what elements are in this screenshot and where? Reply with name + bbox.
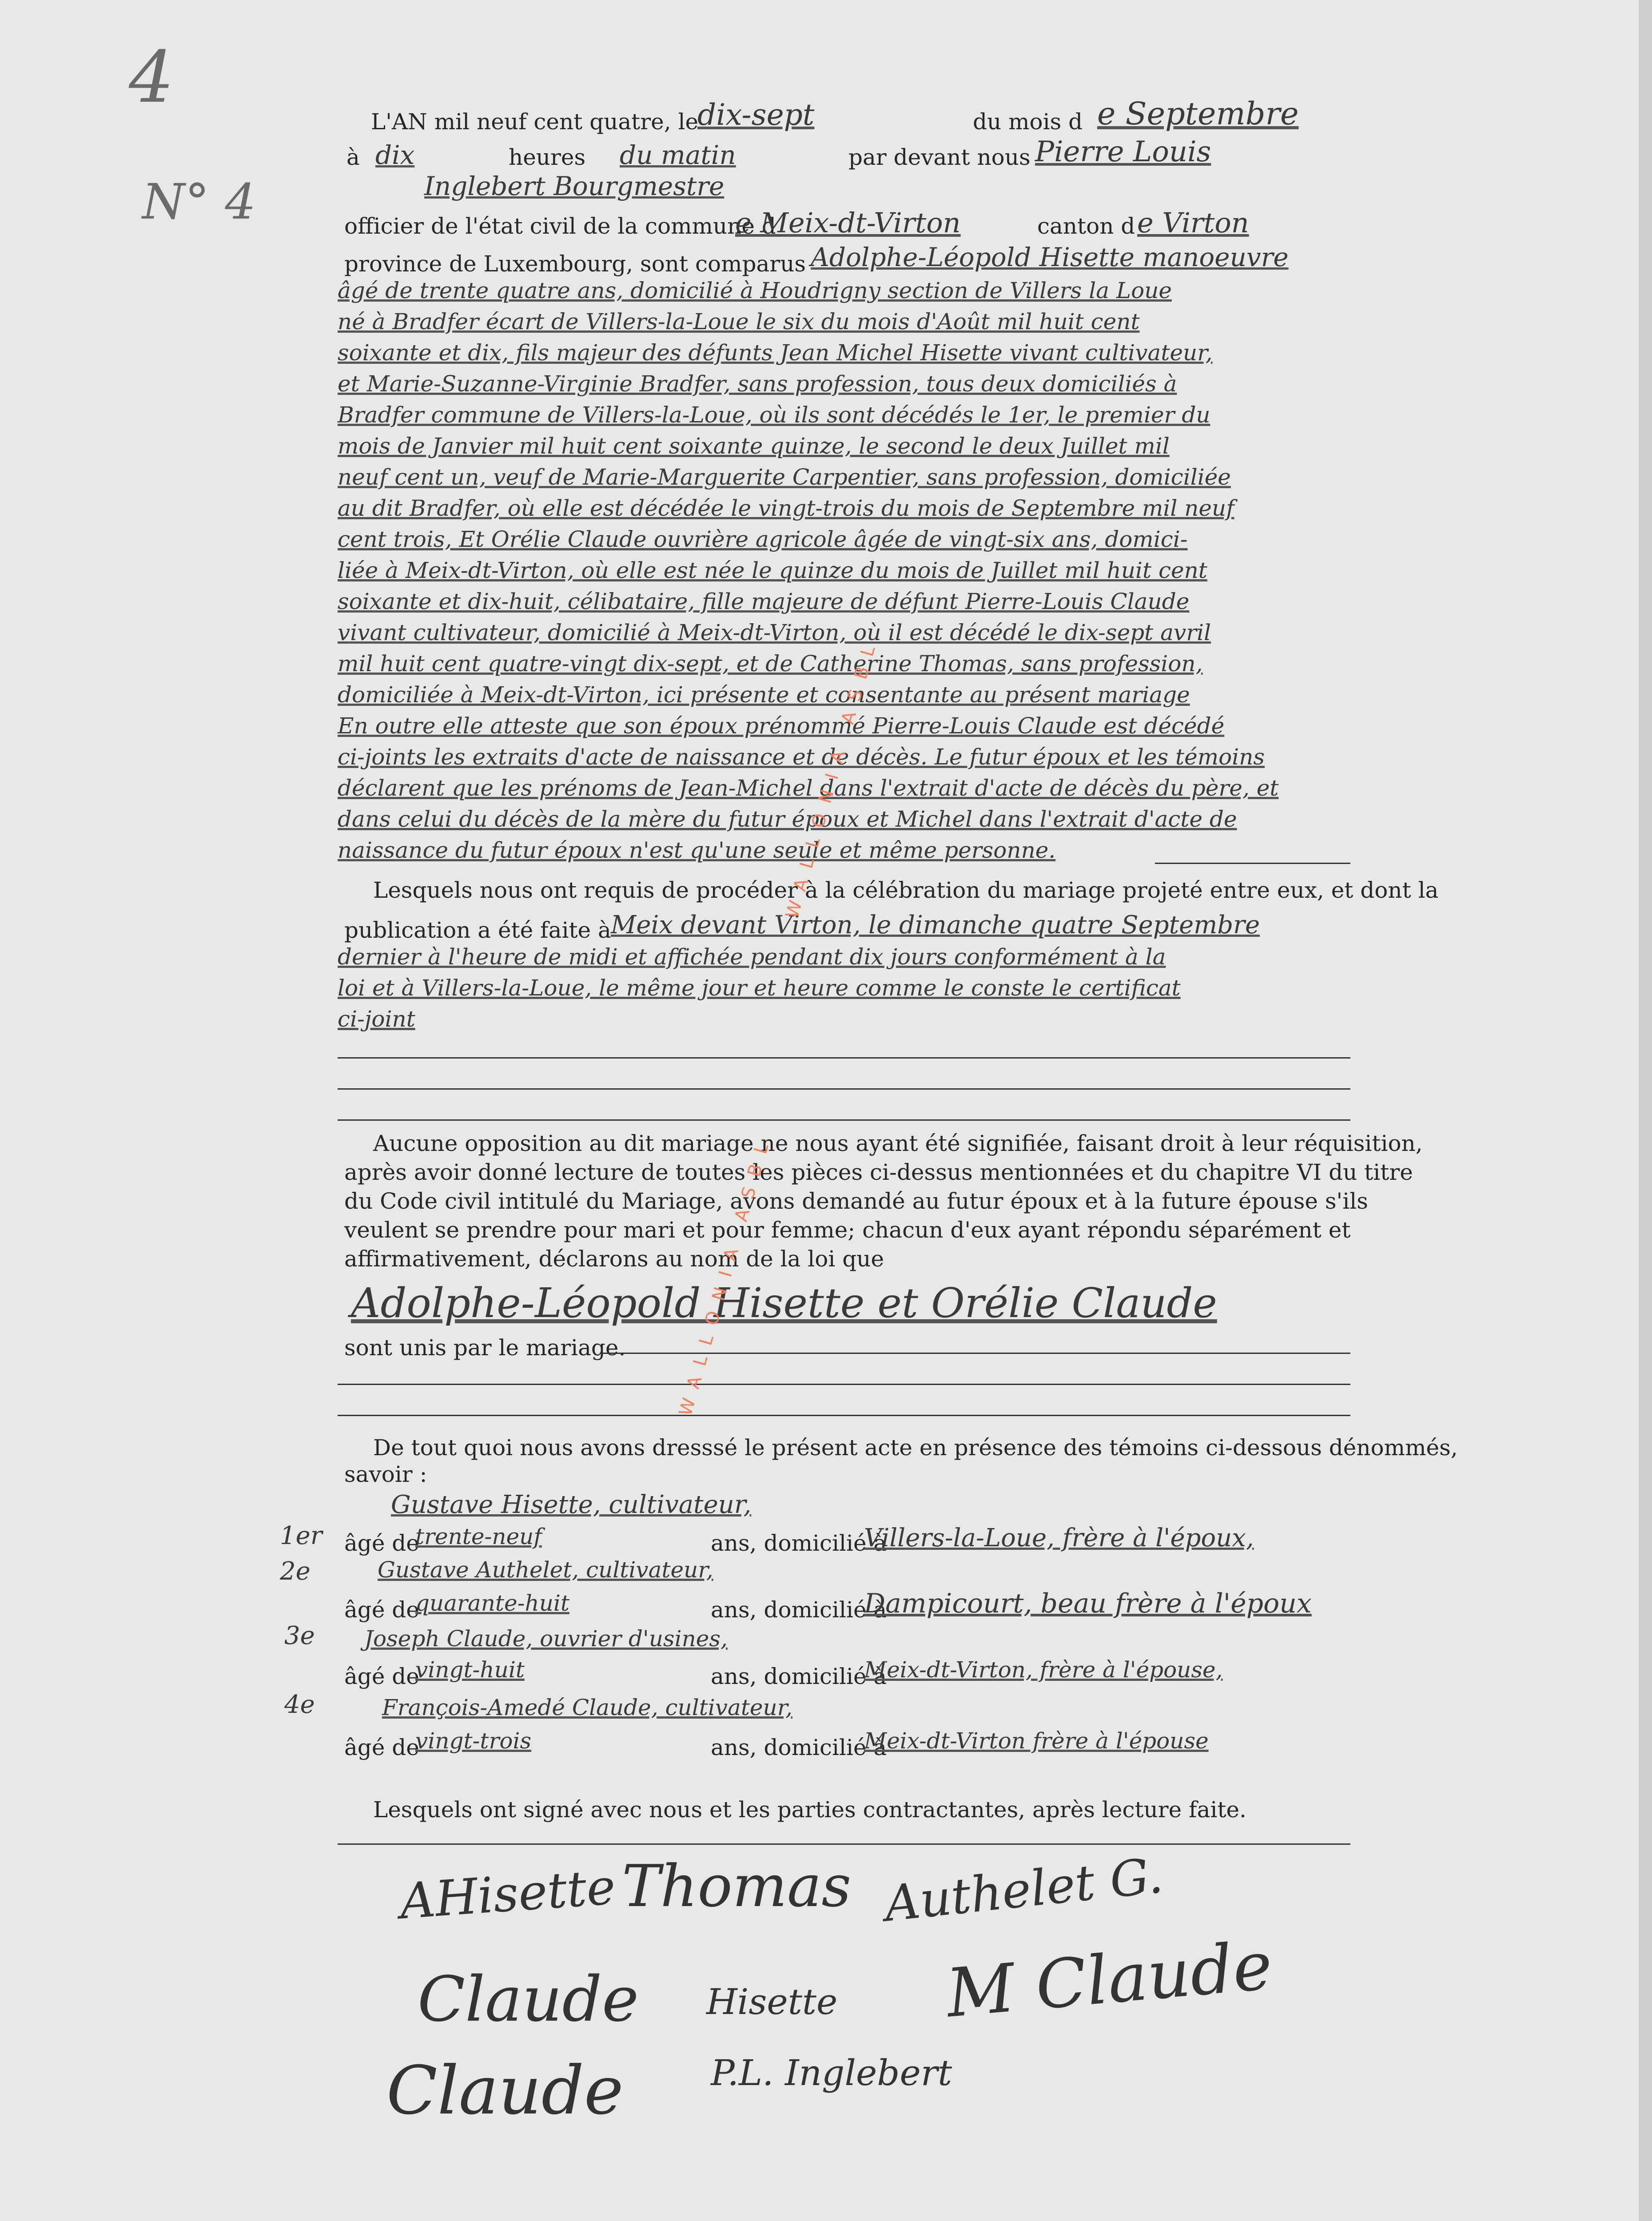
text-line: veulent se prendre pour mari et pour femme; chacun d'eux ayant répondu séparément et [344, 1217, 1351, 1243]
witness-name: Gustave Hisette, cultivateur, [391, 1490, 752, 1519]
handwritten-line: En outre elle atteste que son époux prénommé Pierre-Louis Claude est décédé [338, 713, 1225, 739]
text-line: Aucune opposition au dit mariage ne nous ayant été signifiée, faisant droit à leur réquisition, [373, 1130, 1423, 1156]
witness-name: Joseph Claude, ouvrier d'usines, [364, 1626, 728, 1652]
watermark: WALLONIA ASBL [675, 1130, 776, 1418]
handwritten-line: cent trois, Et Orélie Claude ouvrière agricole âgée de vingt-six ans, domici- [338, 526, 1188, 552]
text-par-devant: par devant nous [848, 144, 1031, 170]
age-label: âgé de [344, 1530, 419, 1556]
handwritten-line: mois de Janvier mil huit cent soixante quinze, le second le deux Juillet mil [338, 433, 1170, 459]
field-commune: e Meix-dt-Virton [735, 207, 961, 239]
handwritten-line: ci-joints les extraits d'acte de naissance et de décès. Le futur époux et les témoins [338, 744, 1265, 770]
signature: Claude [386, 2052, 624, 2129]
domicile-label: ans, domicilié à [711, 1597, 887, 1623]
handwritten-line: soixante et dix-huit, célibataire, fille majeure de défunt Pierre-Louis Claude [338, 589, 1190, 614]
text-publication: publication a été faite à [344, 917, 611, 943]
text-line: après avoir donné lecture de toutes les pièces ci-dessus mentionnées et du chapitre VI du titre [344, 1159, 1413, 1185]
text-month: du mois d [973, 109, 1083, 135]
witness-age: vingt-trois [415, 1728, 532, 1754]
handwritten-line: dans celui du décès de la mère du futur époux et Michel dans l'extrait d'acte de [338, 806, 1237, 832]
handwritten-line: dernier à l'heure de midi et affichée pendant dix jours conformément à la [338, 944, 1166, 970]
text-year: L'AN mil neuf cent quatre, le [371, 109, 699, 135]
handwritten-line: neuf cent un, veuf de Marie-Marguerite Carpentier, sans profession, domiciliée [338, 464, 1231, 490]
age-label: âgé de [344, 1735, 419, 1760]
blank-rule [338, 1057, 1350, 1059]
signature: Hisette [706, 1981, 838, 2022]
witness-name: François-Amedé Claude, cultivateur, [382, 1695, 793, 1720]
text-line: affirmativement, déclarons au nom de la loi que [344, 1246, 884, 1272]
field-time-of-day: du matin [620, 140, 736, 170]
age-label: âgé de [344, 1597, 419, 1623]
text-officier: officier de l'état civil de la commune d [344, 213, 776, 239]
witness-name: Gustave Authelet, cultivateur, [378, 1557, 713, 1583]
handwritten-line: mil huit cent quatre-vingt dix-sept, et de Catherine Thomas, sans profession, [338, 651, 1203, 677]
text-closing: Lesquels ont signé avec nous et les parties contractantes, après lecture faite. [373, 1797, 1247, 1823]
blank-rule [338, 1088, 1350, 1090]
page-edge [1639, 0, 1652, 2221]
witness-age: vingt-huit [415, 1657, 525, 1683]
signature: AHisette [398, 1858, 617, 1930]
witness-marker: 4e [284, 1690, 315, 1719]
blank-rule [1155, 863, 1350, 864]
handwritten-line: soixante et dix, fils majeur des défunts Jean Michel Hisette vivant cultivateur, [338, 340, 1213, 366]
witness-age: trente-neuf [415, 1524, 542, 1549]
text-united: sont unis par le mariage. [344, 1335, 626, 1361]
signature: Authelet G. [882, 1847, 1166, 1933]
field-month: e Septembre [1097, 96, 1299, 132]
field-officer-name: Pierre Louis [1035, 135, 1211, 168]
witness-marker: 3e [284, 1621, 315, 1650]
witness-marker: 1er [280, 1521, 322, 1550]
handwritten-line: déclarent que les prénoms de Jean-Michel dans l'extrait d'acte de décès du père, et [338, 775, 1279, 801]
witness-age: quarante-huit [415, 1590, 569, 1616]
blank-rule [338, 1119, 1350, 1121]
signature: Claude [418, 1963, 639, 2036]
field-publication-place: Meix devant Virton, le dimanche quatre Septembre [611, 911, 1260, 939]
field-officer-title: Inglebert Bourgmestre [424, 171, 724, 201]
witness-place: Meix-dt-Virton, frère à l'épouse, [864, 1657, 1223, 1683]
text-canton: canton d [1037, 213, 1135, 239]
blank-rule [338, 1384, 1350, 1385]
act-number: N° 4 [142, 173, 256, 230]
spouse-names: Adolphe-Léopold Hisette et Orélie Claude [351, 1279, 1217, 1327]
field-hour: dix [375, 140, 415, 170]
text-province: province de Luxembourg, sont comparus [344, 251, 806, 277]
handwritten-line: au dit Bradfer, où elle est décédée le vingt-trois du mois de Septembre mil neuf [338, 495, 1234, 521]
witness-marker: 2e [280, 1557, 310, 1586]
field-canton: e Virton [1137, 207, 1249, 239]
domicile-label: ans, domicilié à [711, 1664, 887, 1689]
domicile-label: ans, domicilié à [711, 1530, 887, 1556]
text-requis: Lesquels nous ont requis de procéder à la célébration du mariage projeté entre eux, et dont la [373, 877, 1439, 903]
signature: Thomas [622, 1852, 852, 1920]
handwritten-line: né à Bradfer écart de Villers-la-Loue le six du mois d'Août mil huit cent [338, 309, 1140, 334]
age-label: âgé de [344, 1664, 419, 1689]
corner-page-number: 4 [129, 36, 174, 119]
field-day: dix-sept [697, 98, 815, 132]
text-presence: De tout quoi nous avons dresssé le présent acte en présence des témoins ci-dessous dénommés, [373, 1435, 1458, 1461]
text-savoir: savoir : [344, 1461, 427, 1487]
signature: M Claude [943, 1927, 1276, 2033]
handwritten-line: liée à Meix-dt-Virton, où elle est née le quinze du mois de Juillet mil huit cent [338, 557, 1207, 583]
witness-place: Meix-dt-Virton frère à l'épouse [864, 1728, 1209, 1754]
handwritten-line: domiciliée à Meix-dt-Virton, ici présente et consentante au présent mariage [338, 682, 1190, 708]
handwritten-line: loi et à Villers-la-Loue, le même jour et heure comme le conste le certificat [338, 975, 1181, 1001]
domicile-label: ans, domicilié à [711, 1735, 887, 1760]
handwritten-line: naissance du futur époux n'est qu'une seule et même personne. [338, 837, 1056, 863]
signature: P.L. Inglebert [711, 2052, 952, 2094]
witness-place: Villers-la-Loue, frère à l'époux, [864, 1524, 1254, 1552]
text-line: du Code civil intitulé du Mariage, avons demandé au futur époux et à la future épouse s'ils [344, 1188, 1368, 1214]
field-groom: Adolphe-Léopold Hisette manoeuvre [811, 242, 1289, 272]
handwritten-line: Bradfer commune de Villers-la-Loue, où ils sont décédés le 1er, le premier du [338, 402, 1210, 428]
handwritten-line: vivant cultivateur, domicilié à Meix-dt-Virton, où il est décédé le dix-sept avril [338, 620, 1211, 645]
handwritten-line: âgé de trente quatre ans, domicilié à Houdrigny section de Villers la Loue [338, 278, 1172, 303]
handwritten-line: ci-joint [338, 1006, 415, 1032]
watermark: WALLONIA ASBL [782, 632, 883, 921]
handwritten-line: et Marie-Suzanne-Virginie Bradfer, sans profession, tous deux domiciliés à [338, 371, 1177, 397]
text-heures: heures [509, 144, 586, 170]
witness-place: Dampicourt, beau frère à l'époux [864, 1588, 1312, 1619]
blank-rule [338, 1843, 1350, 1845]
blank-rule [338, 1415, 1350, 1416]
text-a: à [346, 144, 360, 170]
